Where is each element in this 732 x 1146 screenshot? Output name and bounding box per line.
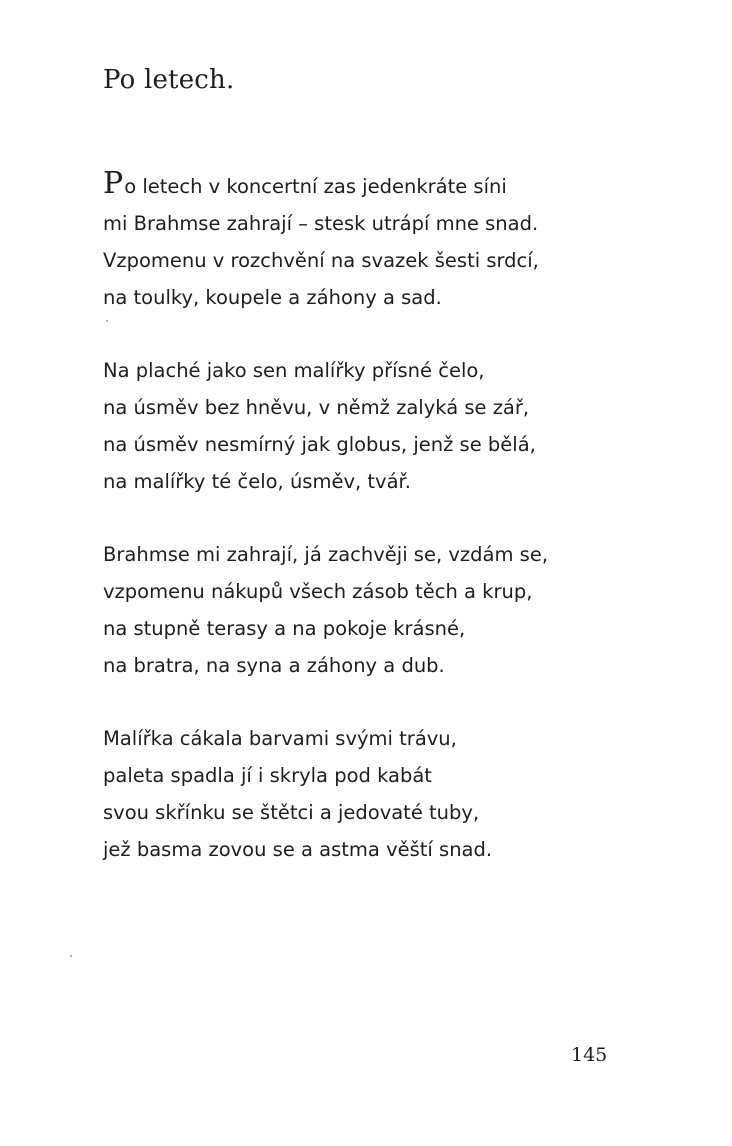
poem-line: na stupně terasy a na pokoje krásné, [103,617,466,640]
poem-line: na úsměv bez hněvu, v němž zalyká se zář, [103,396,530,419]
poem-line: na toulky, koupele a záhony a sad. [103,286,442,309]
poem-line: svou skřínku se štětci a jedovaté tuby, [103,801,480,824]
drop-cap-initial: P [103,166,124,201]
poem-line: na malířky té čelo, úsměv, tvář. [103,470,411,493]
stanza-4 [103,720,703,868]
poem-line: mi Brahmse zahrají – stesk utrápí mne snad. [103,212,539,235]
poem-line: jež basma zovou se a astma věští snad. [103,838,493,861]
paper-speck [106,320,108,322]
stanza-3 [103,536,703,684]
paper-speck [70,955,72,957]
poem-line: Brahmse mi zahrají, já zachvěji se, vzdám se, [103,543,549,566]
poem-line-first [103,168,703,205]
poem-title: Po letech. [103,65,235,95]
stanza-1 [103,168,703,316]
poem-line: vzpomenu nákupů všech zásob těch a krup, [103,580,533,603]
stanza-2 [103,352,703,500]
poem-line: Malířka cákala barvami svými trávu, [103,727,457,750]
poem-line: na úsměv nesmírný jak globus, jenž se bělá, [103,433,536,456]
poem-line: Na plaché jako sen malířky přísné čelo, [103,359,485,382]
poem-line: Vzpomenu v rozchvění na svazek šesti srdcí, [103,249,539,272]
first-line-text: o letech v koncertní zas jedenkráte síni [124,175,507,198]
poem-body [103,168,703,904]
poem-line: paleta spadla jí i skryla pod kabát [103,764,432,787]
page-number: 145 [571,1044,608,1066]
poem-line: na bratra, na syna a záhony a dub. [103,654,445,677]
